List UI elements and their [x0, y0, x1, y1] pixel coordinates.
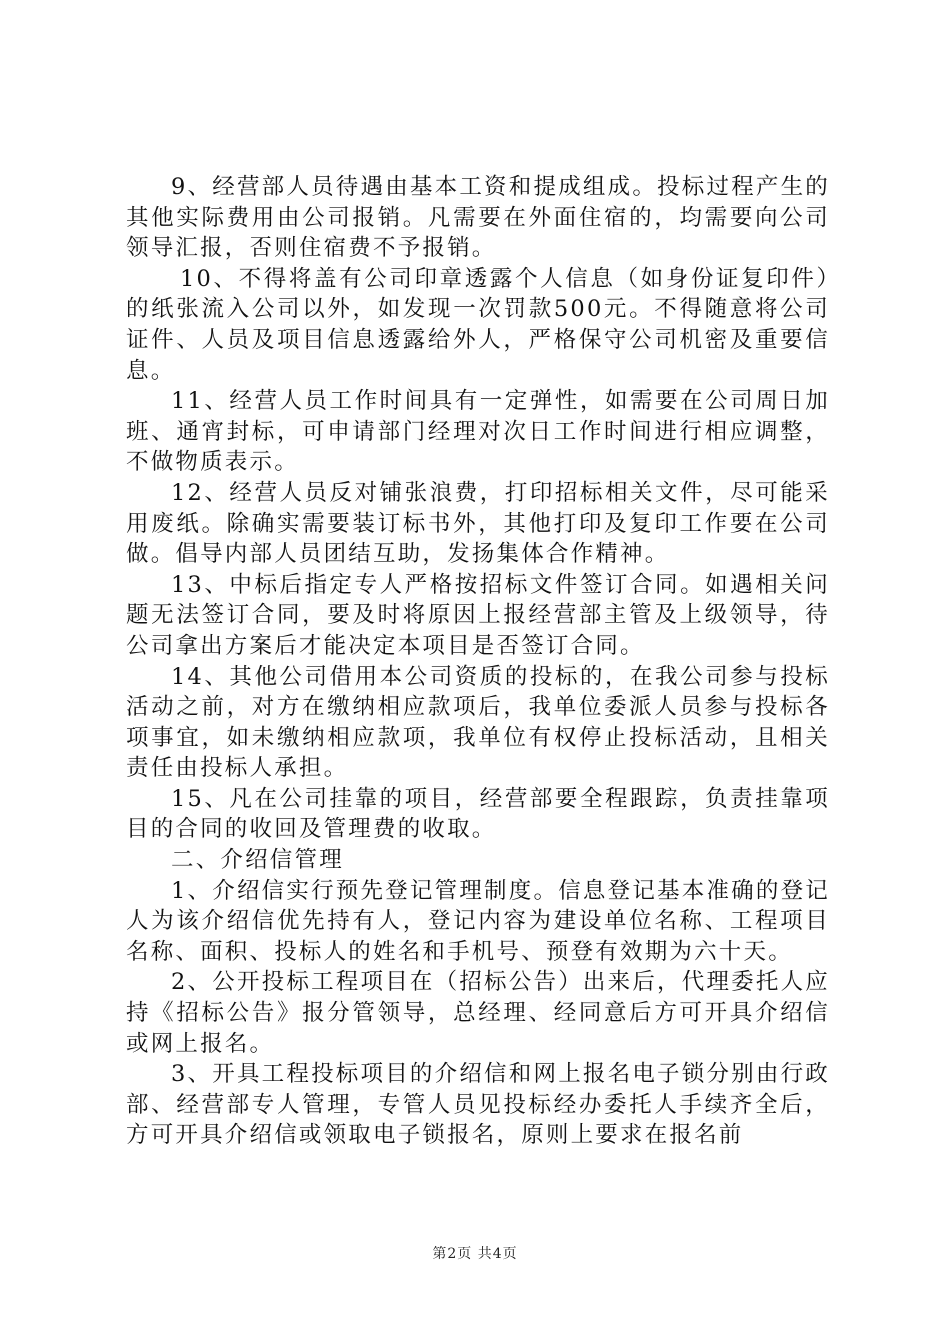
- paragraph-14: 14、其他公司借用本公司资质的投标的，在我公司参与投标活动之前，对方在缴纳相应款项后，我单位委派人员参与投标各项事宜，如未缴纳相应款项，我单位有权停止投标活动，且相关责任由投标人承担。: [126, 663, 830, 782]
- page-footer: 第2页 共4页: [432, 1246, 518, 1262]
- paragraph-intro-1: 1、介绍信实行预先登记管理制度。信息登记基本准确的登记人为该介绍信优先持有人，登记内容为建设单位名称、工程项目名称、面积、投标人的姓名和手机号、预登有效期为六十天。: [126, 877, 830, 965]
- paragraph-10: 10、不得将盖有公司印章透露个人信息（如身份证复印件）的纸张流入公司以外，如发现一次罚款500元。不得随意将公司证件、人员及项目信息透露给外人，严格保守公司机密及重要信息。: [126, 265, 830, 384]
- paragraph-11: 11、经营人员工作时间具有一定弹性，如需要在公司周日加班、通宵封标，可申请部门经理对次日工作时间进行相应调整，不做物质表示。: [126, 388, 830, 476]
- paragraph-12: 12、经营人员反对铺张浪费，打印招标相关文件，尽可能采用废纸。除确实需要装订标书外，其他打印及复印工作要在公司做。倡导内部人员团结互助，发扬集体合作精神。: [126, 479, 830, 568]
- paragraph-9: 9、经营部人员待遇由基本工资和提成组成。投标过程产生的其他实际费用由公司报销。凡需要在外面住宿的，均需要向公司领导汇报，否则住宿费不予报销。: [126, 174, 830, 262]
- paragraph-intro-2: 2、公开投标工程项目在（招标公告）出来后，代理委托人应持《招标公告》报分管领导，总经理、经同意后方可开具介绍信或网上报名。: [126, 969, 830, 1057]
- paragraph-13: 13、中标后指定专人严格按招标文件签订合同。如遇相关问题无法签订合同，要及时将原因上报经营部主管及上级领导，待公司拿出方案后才能决定本项目是否签订合同。: [126, 571, 830, 659]
- document-body: [126, 172, 830, 1151]
- paragraph-intro-3: 3、开具工程投标项目的介绍信和网上报名电子锁分别由行政部、经营部专人管理，专管人员见投标经办委托人手续齐全后，方可开具介绍信或领取电子锁报名，原则上要求在报名前: [126, 1061, 830, 1149]
- paragraph-15: 15、凡在公司挂靠的项目，经营部要全程跟踪，负责挂靠项目的合同的收回及管理费的收取。: [126, 785, 830, 843]
- section-heading-introduction-letter: 二、介绍信管理: [171, 847, 344, 874]
